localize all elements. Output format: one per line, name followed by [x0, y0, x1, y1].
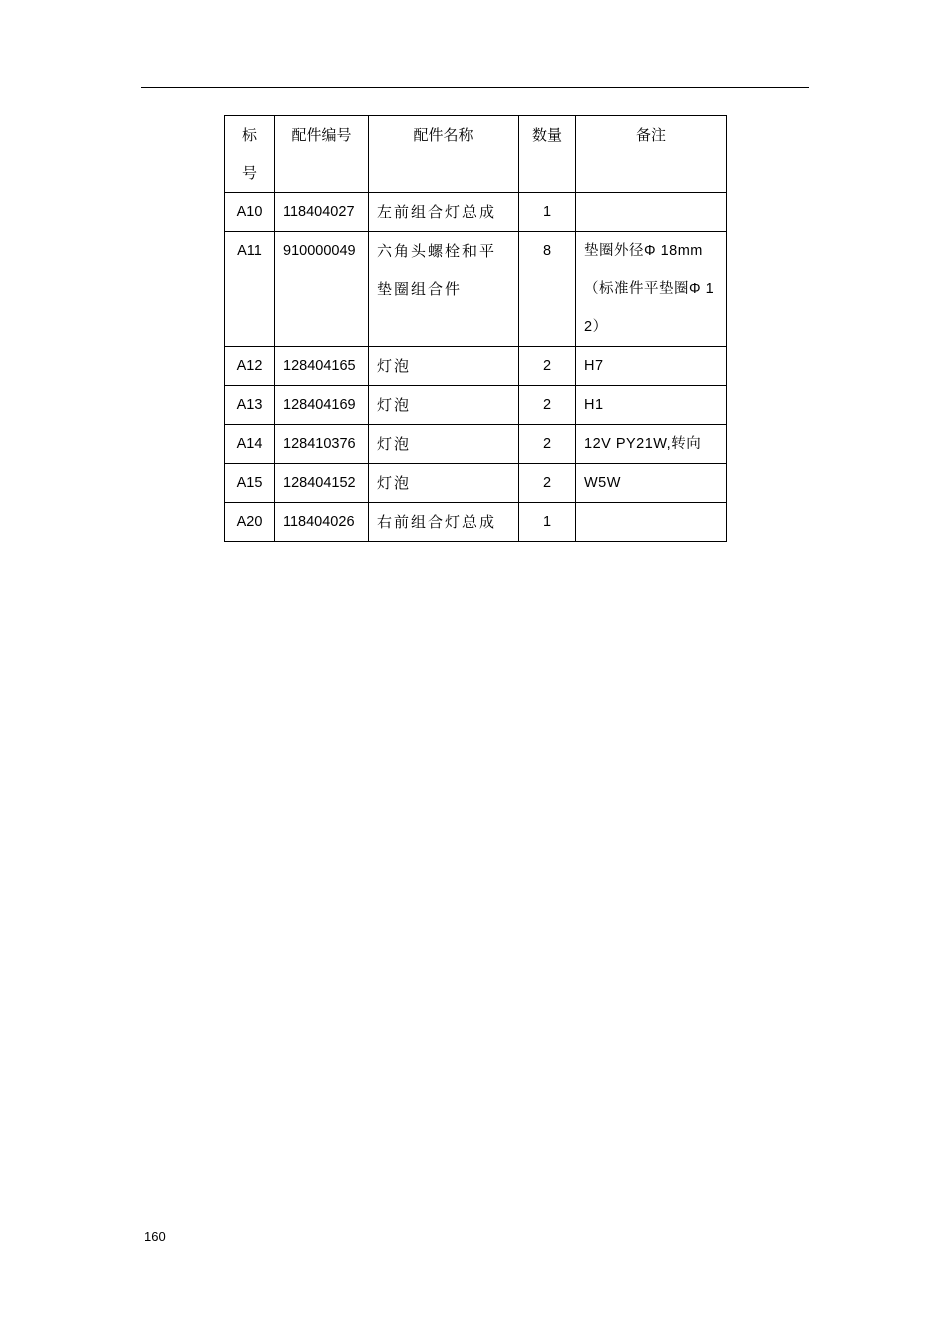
- table-row: [225, 232, 727, 347]
- cell-label: A14: [225, 425, 275, 464]
- cell-part-name: 六角头螺栓和平垫圈组合件: [369, 232, 519, 347]
- header-part-name: 配件名称: [369, 116, 519, 193]
- header-label: 标号: [225, 116, 275, 193]
- cell-part-no: 128404152: [275, 464, 369, 503]
- cell-label: A10: [225, 193, 275, 232]
- cell-part-no: 118404027: [275, 193, 369, 232]
- table-row: [225, 464, 727, 503]
- cell-part-no: 128404169: [275, 386, 369, 425]
- header-rule: [141, 87, 809, 88]
- cell-part-name: 左前组合灯总成: [369, 193, 519, 232]
- cell-part-no: 128410376: [275, 425, 369, 464]
- cell-label: A15: [225, 464, 275, 503]
- cell-qty: 2: [519, 347, 576, 386]
- cell-remark: H7: [576, 347, 727, 386]
- cell-part-no: 118404026: [275, 503, 369, 542]
- table-header-row: [225, 116, 727, 193]
- cell-qty: 2: [519, 425, 576, 464]
- cell-remark: [576, 503, 727, 542]
- cell-part-no: 910000049: [275, 232, 369, 347]
- table-row: [225, 193, 727, 232]
- cell-remark: 12V PY21W,转向: [576, 425, 727, 464]
- cell-remark: H1: [576, 386, 727, 425]
- cell-remark: W5W: [576, 464, 727, 503]
- cell-label: A12: [225, 347, 275, 386]
- cell-qty: 2: [519, 464, 576, 503]
- table-row: [225, 386, 727, 425]
- header-part-no: 配件编号: [275, 116, 369, 193]
- cell-qty: 1: [519, 193, 576, 232]
- cell-remark: 垫圈外径Φ 18mm（标准件平垫圈Φ 12）: [576, 232, 727, 347]
- cell-label: A20: [225, 503, 275, 542]
- cell-label: A11: [225, 232, 275, 347]
- header-remark: 备注: [576, 116, 727, 193]
- cell-qty: 1: [519, 503, 576, 542]
- cell-qty: 2: [519, 386, 576, 425]
- header-qty: 数量: [519, 116, 576, 193]
- cell-part-name: 灯泡: [369, 425, 519, 464]
- cell-remark: [576, 193, 727, 232]
- table-row: [225, 425, 727, 464]
- page-number: 160: [144, 1229, 166, 1244]
- cell-part-name: 灯泡: [369, 386, 519, 425]
- cell-qty: 8: [519, 232, 576, 347]
- cell-part-no: 128404165: [275, 347, 369, 386]
- cell-part-name: 灯泡: [369, 464, 519, 503]
- cell-label: A13: [225, 386, 275, 425]
- cell-part-name: 灯泡: [369, 347, 519, 386]
- parts-table: [224, 115, 727, 542]
- cell-part-name: 右前组合灯总成: [369, 503, 519, 542]
- table-row: [225, 503, 727, 542]
- table-row: [225, 347, 727, 386]
